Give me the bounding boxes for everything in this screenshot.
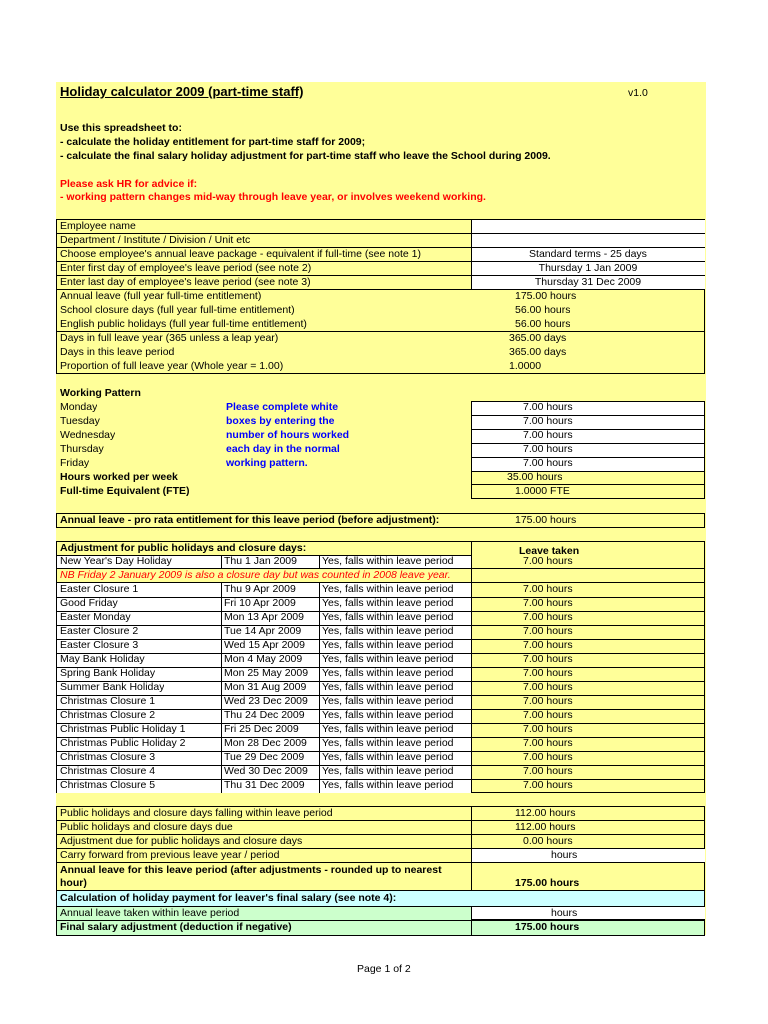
holiday-date: Mon 28 Dec 2009	[224, 737, 307, 749]
summary-label: Public holidays and closure days falling within leave period	[60, 807, 333, 819]
holiday-name: Christmas Closure 1	[60, 695, 156, 707]
holiday-name: New Year's Day Holiday	[60, 555, 172, 567]
weekday-hours-input[interactable]: 7.00 hours	[523, 429, 573, 441]
summary-value: 112.00 hours	[515, 807, 576, 819]
holiday-date: Thu 1 Jan 2009	[224, 555, 297, 567]
intro-line-3: - calculate the final salary holiday adjustment for part-time staff who leave the School during 2009.	[60, 150, 551, 162]
summary-value: 0.00 hours	[523, 835, 573, 847]
instruction-text: boxes by entering the	[226, 415, 335, 427]
employee-field-label: Enter first day of employee's leave period (see note 2)	[60, 262, 312, 274]
hours-row-divider	[471, 429, 705, 430]
summary-label: Adjustment due for public holidays and closure days	[60, 835, 303, 847]
weekday-hours-input[interactable]: 7.00 hours	[523, 457, 573, 469]
holiday-hours: 7.00 hours	[523, 639, 573, 651]
holiday-date: Thu 24 Dec 2009	[224, 709, 305, 721]
employee-field-label: Department / Institute / Division / Unit etc	[60, 234, 251, 246]
holiday-hours: 7.00 hours	[523, 765, 573, 777]
holiday-hours: 7.00 hours	[523, 723, 573, 735]
employee-field-input[interactable]	[471, 220, 705, 233]
holiday-name: Spring Bank Holiday	[60, 667, 156, 679]
entitlement-value: 56.00 hours	[515, 304, 571, 316]
final-leave-label: Annual leave for this leave period (after adjustments - rounded up to nearest hour)	[60, 864, 442, 889]
holiday-name: Easter Closure 1	[60, 583, 139, 595]
entitlement-value: 175.00 hours	[515, 290, 577, 302]
holiday-hours: 7.00 hours	[523, 583, 573, 595]
holiday-date: Thu 31 Dec 2009	[224, 779, 305, 791]
holiday-status: Yes, falls within leave period	[322, 723, 454, 735]
holiday-hours: 7.00 hours	[523, 625, 573, 637]
holiday-status: Yes, falls within leave period	[322, 695, 454, 707]
weekday-label: Wednesday	[60, 429, 116, 441]
holiday-status: Yes, falls within leave period	[322, 611, 454, 623]
leave-taken-header: Leave taken	[519, 545, 580, 557]
annual-leave-label: Annual leave - pro rata entitlement for this leave period (before adjustment):	[60, 514, 440, 526]
carry-forward-input[interactable]	[471, 849, 705, 862]
holiday-name: Christmas Public Holiday 2	[60, 737, 186, 749]
holiday-hours: 7.00 hours	[523, 695, 573, 707]
hours-row-divider	[471, 443, 705, 444]
holiday-name: Christmas Closure 4	[60, 765, 156, 777]
instruction-text: working pattern.	[226, 457, 308, 469]
holiday-date: Wed 15 Apr 2009	[224, 639, 305, 651]
holiday-name: Good Friday	[60, 597, 118, 609]
adjustment-heading: Adjustment for public holidays and closure days:	[60, 542, 307, 554]
holiday-hours: 7.00 hours	[523, 597, 573, 609]
holiday-hours: 7.00 hours	[523, 751, 573, 763]
carry-forward-label: Carry forward from previous leave year / period	[60, 849, 280, 861]
adj-col-divider	[471, 920, 472, 936]
entitlement-label: English public holidays (full year full-time entitlement)	[60, 318, 307, 330]
summary-col-divider	[471, 835, 472, 849]
period-value: 1.0000	[509, 360, 542, 372]
employee-field-label: Employee name	[60, 220, 136, 232]
holiday-status: Yes, falls within leave period	[322, 653, 454, 665]
weekday-label: Monday	[60, 401, 98, 413]
page-number: Page 1 of 2	[357, 963, 411, 975]
holiday-hours: 7.00 hours	[523, 555, 573, 567]
employee-field-value: Thursday 31 Dec 2009	[534, 276, 642, 288]
leaver-heading: Calculation of holiday payment for leaver's final salary (see note 4):	[60, 892, 397, 904]
holiday-date: Mon 31 Aug 2009	[224, 681, 307, 693]
closure-note: NB Friday 2 January 2009 is also a closure day but was counted in 2008 leave year.	[60, 569, 451, 581]
final-divider	[56, 862, 705, 863]
holiday-date: Mon 25 May 2009	[224, 667, 309, 679]
employee-field-label: Choose employee's annual leave package - equivalent if full-time (see note 1)	[60, 248, 421, 260]
holiday-hours: 7.00 hours	[523, 611, 573, 623]
holiday-name: Christmas Closure 3	[60, 751, 156, 763]
hours-per-week-label: Hours worked per week	[60, 471, 178, 483]
holiday-name: May Bank Holiday	[60, 653, 145, 665]
holiday-hours: 7.00 hours	[523, 681, 573, 693]
hours-row-divider	[471, 415, 705, 416]
holiday-status: Yes, falls within leave period	[322, 583, 454, 595]
holiday-hours: 7.00 hours	[523, 737, 573, 749]
summary-col-divider	[471, 821, 472, 835]
weekday-label: Thursday	[60, 443, 104, 455]
fte-label: Full-time Equivalent (FTE)	[60, 485, 190, 497]
holiday-status: Yes, falls within leave period	[322, 555, 454, 567]
weekday-label: Tuesday	[60, 415, 100, 427]
holiday-date: Thu 9 Apr 2009	[224, 583, 296, 595]
final-leave-value: 175.00 hours	[515, 877, 580, 889]
holiday-status: Yes, falls within leave period	[322, 737, 454, 749]
weekday-hours-input[interactable]: 7.00 hours	[523, 443, 573, 455]
holiday-status: Yes, falls within leave period	[322, 709, 454, 721]
summary-label: Public holidays and closure days due	[60, 821, 233, 833]
instruction-text: number of hours worked	[226, 429, 350, 441]
holiday-status: Yes, falls within leave period	[322, 681, 454, 693]
period-label: Days in this leave period	[60, 346, 175, 358]
weekday-hours-input[interactable]: 7.00 hours	[523, 401, 573, 413]
entitlement-label: School closure days (full year full-time entitlement)	[60, 304, 295, 316]
working-pattern-heading: Working Pattern	[60, 387, 141, 399]
final-salary-value: 175.00 hours	[515, 921, 580, 933]
holiday-date: Fri 10 Apr 2009	[224, 597, 296, 609]
holiday-name: Christmas Closure 2	[60, 709, 156, 721]
holiday-date: Wed 23 Dec 2009	[224, 695, 308, 707]
holiday-date: Tue 14 Apr 2009	[224, 625, 302, 637]
holiday-name: Easter Monday	[60, 611, 131, 623]
holiday-date: Wed 30 Dec 2009	[224, 765, 308, 777]
entitlement-label: Annual leave (full year full-time entitlement)	[60, 290, 262, 302]
final-col-divider	[471, 862, 472, 891]
employee-field-input[interactable]	[471, 234, 705, 247]
period-value: 365.00 days	[509, 332, 567, 344]
period-label: Proportion of full leave year (Whole year = 1.00)	[60, 360, 284, 372]
holiday-status: Yes, falls within leave period	[322, 751, 454, 763]
summary-value: 112.00 hours	[515, 821, 576, 833]
holiday-date: Tue 29 Dec 2009	[224, 751, 305, 763]
employee-field-value: Thursday 1 Jan 2009	[538, 262, 638, 274]
hours-row-divider	[471, 457, 705, 458]
holiday-hours: 7.00 hours	[523, 709, 573, 721]
holiday-hours: 7.00 hours	[523, 779, 573, 791]
leave-taken-input[interactable]	[471, 907, 705, 920]
holiday-name: Christmas Closure 5	[60, 779, 156, 791]
holiday-date: Mon 13 Apr 2009	[224, 611, 304, 623]
summary-col-divider	[471, 807, 472, 821]
holiday-status: Yes, falls within leave period	[322, 597, 454, 609]
instruction-text: Please complete white	[226, 401, 339, 413]
carry-forward-unit: hours	[551, 849, 578, 861]
employee-field-label: Enter last day of employee's leave period (see note 3)	[60, 276, 311, 288]
holiday-status: Yes, falls within leave period	[322, 639, 454, 651]
weekday-label: Friday	[60, 457, 90, 469]
entitlement-value: 56.00 hours	[515, 318, 571, 330]
holiday-hours: 7.00 hours	[523, 653, 573, 665]
period-label: Days in full leave year (365 unless a leap year)	[60, 332, 279, 344]
leave-taken-unit: hours	[551, 907, 578, 919]
annual-leave-value: 175.00 hours	[515, 514, 577, 526]
advice-heading: Please ask HR for advice if:	[60, 178, 198, 190]
intro-line-1: Use this spreadsheet to:	[60, 122, 182, 134]
holiday-status: Yes, falls within leave period	[322, 765, 454, 777]
instruction-text: each day in the normal	[226, 443, 340, 455]
holiday-status: Yes, falls within leave period	[322, 779, 454, 791]
fte-value: 1.0000 FTE	[515, 485, 570, 497]
holiday-name: Easter Closure 3	[60, 639, 139, 651]
weekday-hours-input[interactable]: 7.00 hours	[523, 415, 573, 427]
holiday-date: Mon 4 May 2009	[224, 653, 303, 665]
employee-field-value: Standard terms - 25 days	[529, 248, 647, 260]
holiday-hours: 7.00 hours	[523, 667, 573, 679]
period-value: 365.00 days	[509, 346, 567, 358]
intro-line-2: - calculate the holiday entitlement for part-time staff for 2009;	[60, 136, 366, 148]
holiday-name: Easter Closure 2	[60, 625, 139, 637]
advice-line: - working pattern changes mid-way through leave year, or involves weekend working.	[60, 191, 486, 203]
holiday-status: Yes, falls within leave period	[322, 625, 454, 637]
version-label: v1.0	[628, 87, 648, 99]
leave-taken-label: Annual leave taken within leave period	[60, 907, 240, 919]
holiday-date: Fri 25 Dec 2009	[224, 723, 299, 735]
holiday-name: Summer Bank Holiday	[60, 681, 165, 693]
hours-input-block	[471, 401, 705, 472]
page-title: Holiday calculator 2009 (part-time staff)	[60, 84, 304, 99]
final-salary-label: Final salary adjustment (deduction if negative)	[60, 921, 292, 933]
holiday-status: Yes, falls within leave period	[322, 667, 454, 679]
hours-per-week-value: 35.00 hours	[507, 471, 563, 483]
holiday-name: Christmas Public Holiday 1	[60, 723, 186, 735]
